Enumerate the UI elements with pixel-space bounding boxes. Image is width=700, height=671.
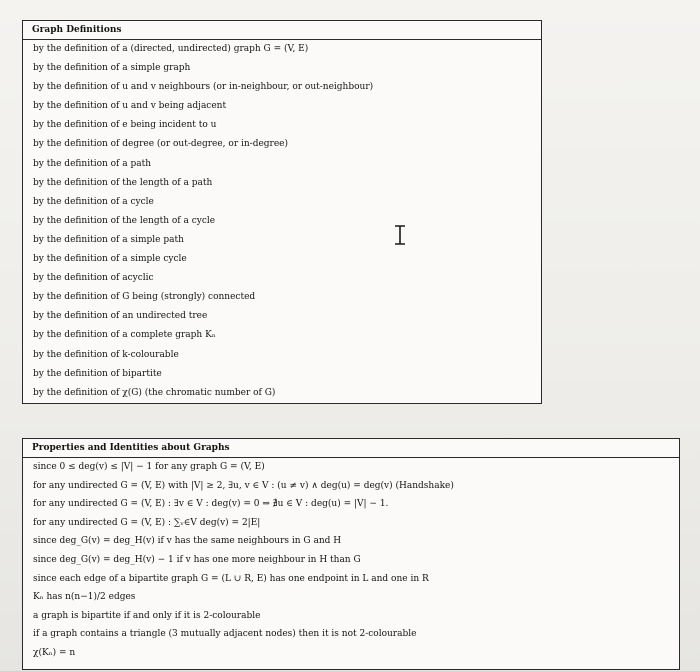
- definition-row: by the definition of an undirected tree: [33, 311, 208, 322]
- definition-row: by the definition of degree (or out-degree, or in-degree): [33, 139, 289, 150]
- property-row: for any undirected G = (V, E) : ∑ᵥ∈V deg(v) = 2|E|: [33, 517, 261, 528]
- definition-row: by the definition of a simple graph: [33, 63, 191, 74]
- graph-properties-list: [23, 458, 679, 663]
- definition-row: by the definition of u and v being adjacent: [33, 101, 227, 112]
- definition-row: by the definition of bipartite: [33, 368, 162, 379]
- property-row: Kₙ has n(n−1)/2 edges: [33, 592, 136, 603]
- graph-definitions-list: [23, 40, 541, 403]
- definition-row: by the definition of G being (strongly) connected: [33, 292, 256, 303]
- graph-definitions-title: Graph Definitions: [23, 21, 541, 40]
- definition-row: by the definition of the length of a path: [33, 177, 213, 188]
- definition-row: by the definition of acyclic: [33, 273, 154, 284]
- definition-row: by the definition of e being incident to u: [33, 120, 217, 131]
- property-row: since each edge of a bipartite graph G = (L ∪ R, E) has one endpoint in L and one in R: [33, 573, 429, 584]
- property-row: for any undirected G = (V, E) : ∃v ∈ V : deg(v) = 0 ⇒ ∄u ∈ V : deg(u) = |V| − 1.: [33, 499, 389, 510]
- graph-definitions-table: [22, 20, 542, 404]
- graph-properties-title: Properties and Identities about Graphs: [23, 439, 679, 458]
- definition-row: by the definition of u and v neighbours (or in-neighbour, or out-neighbour): [33, 82, 374, 93]
- definition-row: by the definition of a path: [33, 158, 152, 169]
- property-row: χ(Kₙ) = n: [33, 647, 76, 658]
- definition-row: by the definition of a (directed, undirected) graph G = (V, E): [33, 44, 309, 54]
- text-cursor-icon: [391, 224, 409, 246]
- definition-row: by the definition of a simple cycle: [33, 254, 187, 265]
- definition-row: by the definition of k-colourable: [33, 349, 179, 360]
- graph-properties-table: [22, 438, 680, 670]
- definition-row: by the definition of a cycle: [33, 196, 154, 207]
- property-row: since deg_G(v) = deg_H(v) if v has the same neighbours in G and H: [33, 536, 342, 547]
- property-row: a graph is bipartite if and only if it is 2-colourable: [33, 610, 261, 621]
- property-row: for any undirected G = (V, E) with |V| ≥ 2, ∃u, v ∈ V : (u ≠ v) ∧ deg(u) = deg(v) (Handshake): [33, 480, 454, 491]
- property-row: if a graph contains a triangle (3 mutually adjacent nodes) then it is not 2-colourable: [33, 629, 417, 640]
- definition-row: by the definition of a simple path: [33, 234, 184, 245]
- property-row: since deg_G(v) = deg_H(v) − 1 if v has one more neighbour in H than G: [33, 554, 361, 565]
- definition-row: by the definition of χ(G) (the chromatic number of G): [33, 387, 276, 398]
- property-row: since 0 ≤ deg(v) ≤ |V| − 1 for any graph G = (V, E): [33, 462, 265, 472]
- definition-row: by the definition of a complete graph Kₙ: [33, 330, 216, 341]
- definition-row: by the definition of the length of a cycle: [33, 215, 216, 226]
